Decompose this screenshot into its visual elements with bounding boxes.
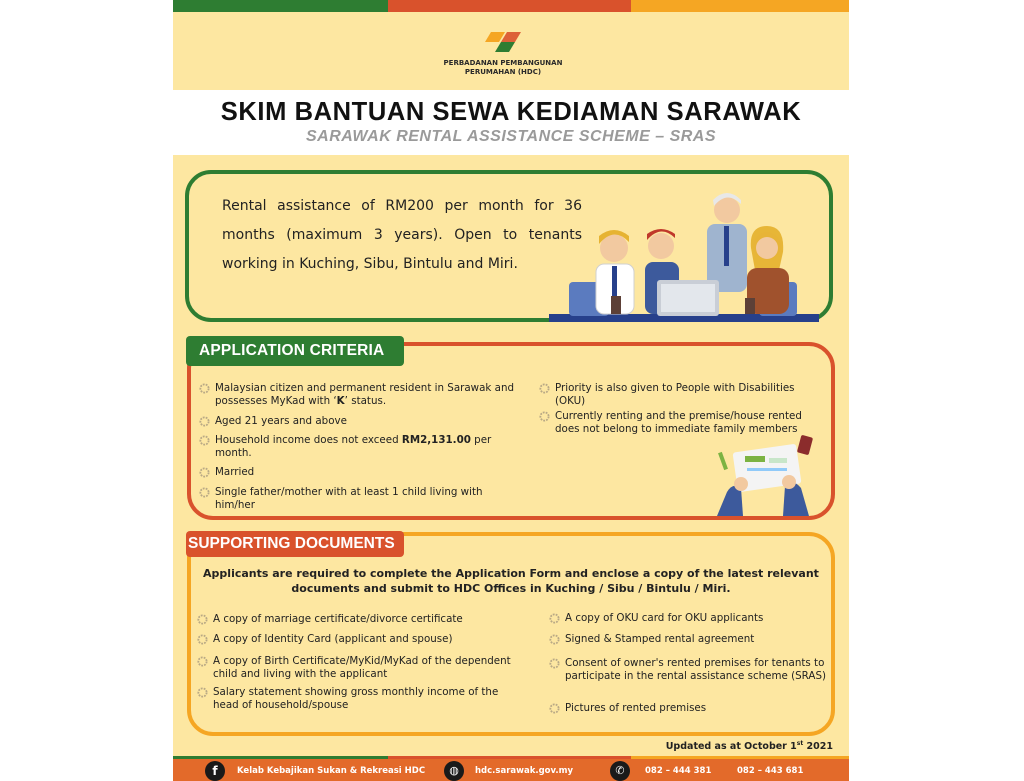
gear-bullet-icon (199, 383, 210, 394)
document-text: A copy of OKU card for OKU applicants (565, 612, 764, 624)
document-text: A copy of marriage certificate/divorce certificate (213, 613, 463, 625)
gear-bullet-icon (199, 487, 210, 498)
document-item (549, 657, 829, 682)
gear-bullet-icon (549, 658, 560, 669)
gear-bullet-icon (549, 703, 560, 714)
document-item (197, 655, 527, 680)
phone-number-2[interactable]: 082 – 443 681 (737, 766, 804, 776)
gear-bullet-icon (199, 416, 210, 427)
criteria-text: Single father/mother with at least 1 child living with him/her (215, 486, 483, 511)
phone-number-1[interactable]: 082 – 444 381 (645, 766, 712, 776)
criteria-item (199, 434, 519, 459)
globe-icon[interactable]: ◍ (444, 761, 464, 781)
page-subtitle: SARAWAK RENTAL ASSISTANCE SCHEME – SRAS (305, 128, 717, 145)
document-text: Salary statement showing gross monthly income of the head of household/spouse (213, 686, 499, 711)
phone-icon[interactable]: ✆ (610, 761, 630, 781)
gear-bullet-icon (197, 634, 208, 645)
gear-bullet-icon (197, 687, 208, 698)
document-text: A copy of Identity Card (applicant and spouse) (213, 633, 453, 645)
logo-line-1: PERBADANAN PEMBANGUNAN (443, 59, 563, 67)
updated-text: Updated as at October 1 (665, 741, 797, 753)
criteria-item (199, 486, 519, 511)
gear-bullet-icon (199, 435, 210, 446)
gear-bullet-icon (549, 613, 560, 624)
criteria-text: ’ status. (344, 394, 387, 407)
criteria-text: per month. (215, 434, 492, 459)
poster (173, 0, 849, 781)
document-item (549, 702, 829, 715)
criteria-text: Currently renting and the premise/house rented does not belong to immediate family members (555, 410, 802, 435)
gear-bullet-icon (539, 383, 550, 394)
criteria-item (199, 415, 519, 428)
criteria-text: Priority is also given to People with Disabilities (OKU) (555, 382, 795, 407)
criteria-heading: APPLICATION CRITERIA (186, 336, 404, 366)
gear-bullet-icon (197, 656, 208, 667)
document-text: A copy of Birth Certificate/MyKid/MyKad of the dependent child and living with the applicant (213, 655, 511, 680)
gear-bullet-icon (197, 614, 208, 625)
hands-paper-illustration (713, 430, 823, 516)
criteria-item (199, 466, 519, 479)
updated-sup: st (796, 740, 804, 747)
updated-year: 2021 (803, 741, 833, 753)
website-link[interactable]: hdc.sarawak.gov.my (475, 766, 573, 776)
documents-intro: Applicants are required to complete the Application Form and enclose a copy of the latest relevant documents and submit to HDC Offices in Kuching / Sibu / Bintulu / Miri. (203, 567, 819, 595)
document-item (197, 633, 527, 646)
document-text: Signed & Stamped rental agreement (565, 633, 755, 645)
document-item (549, 633, 829, 646)
footer-bar (173, 759, 849, 781)
updated-date (603, 740, 833, 752)
title-band (173, 90, 849, 155)
top-color-bar (173, 0, 849, 12)
criteria-bold: RM2,131.00 (401, 434, 471, 446)
criteria-text: Household income does not exceed (215, 434, 402, 446)
facebook-link[interactable]: Kelab Kebajikan Sukan & Rekreasi HDC (237, 766, 426, 776)
intro-text: Rental assistance of RM200 per month for 36 months (maximum 3 years). Open to tenants working in Kuching, Sibu, Bintulu and Miri. (222, 198, 582, 272)
logo-text (423, 59, 583, 77)
criteria-text: Malaysian citizen and permanent resident in Sarawak and possesses MyKad with ‘ (215, 382, 515, 407)
gear-bullet-icon (539, 411, 550, 422)
document-item (549, 612, 829, 625)
gear-bullet-icon (199, 467, 210, 478)
facebook-icon[interactable]: f (205, 761, 225, 781)
criteria-bold: K (336, 394, 345, 407)
document-text: Pictures of rented premises (565, 702, 707, 714)
criteria-item (199, 382, 519, 407)
document-item (197, 686, 527, 711)
footer (173, 756, 849, 781)
logo-area (173, 12, 849, 90)
criteria-text: Married (215, 466, 255, 478)
intro-box (185, 170, 833, 322)
people-illustration (549, 186, 829, 326)
criteria-item (539, 382, 819, 407)
logo-line-2: PERUMAHAN (HDC) (464, 68, 542, 76)
criteria-text: Aged 21 years and above (215, 415, 347, 427)
gear-bullet-icon (549, 634, 560, 645)
hdc-logo-icon (483, 28, 523, 56)
document-item (197, 613, 527, 626)
document-text: Consent of owner's rented premises for tenants to participate in the rental assistance scheme (SRAS) (565, 657, 826, 682)
page-title: SKIM BANTUAN SEWA KEDIAMAN SARAWAK (220, 98, 802, 126)
documents-heading: SUPPORTING DOCUMENTS (186, 531, 404, 557)
